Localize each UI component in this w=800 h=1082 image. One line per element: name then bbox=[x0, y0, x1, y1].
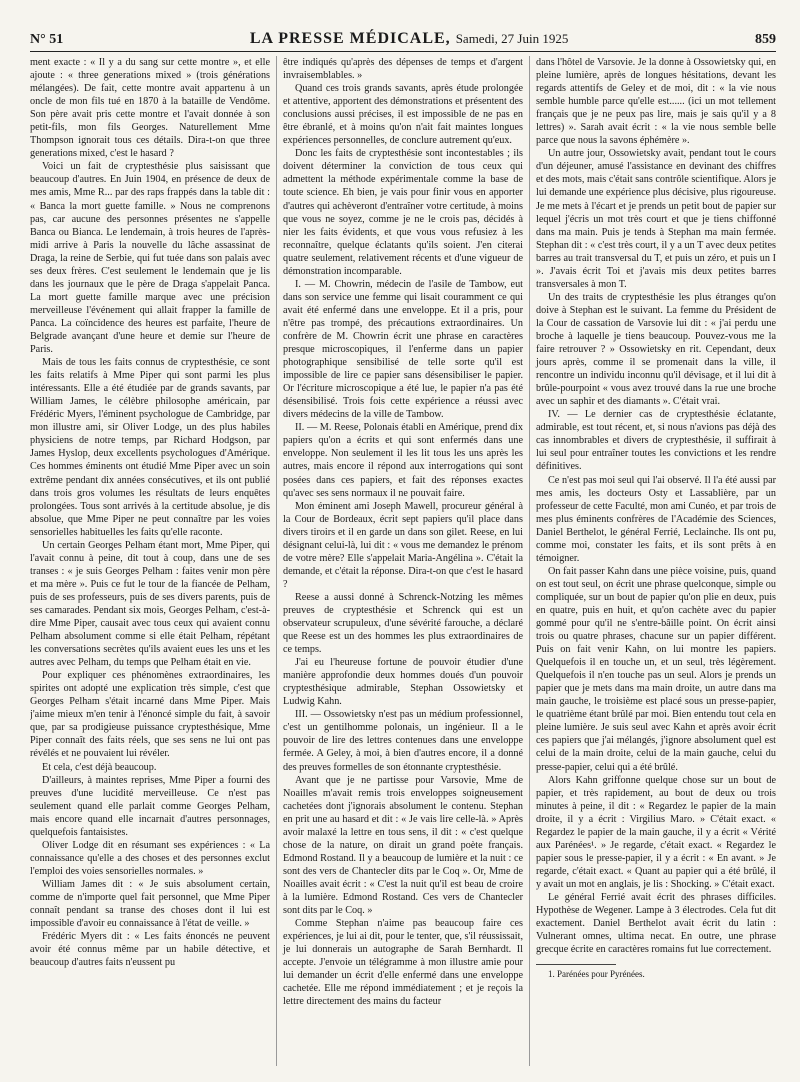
paragraph: Pour expliquer ces phénomènes extraordinaires, les spirites ont adopté une explication très simple, c'est que Georges Pelham s'était incarné dans Mme Piper. Mais j'aime mieux m'en tenir à l'énoncé simple du fait, à savoir que, par sa prodigieuse puissance cryptesthésique, Mme Piper connaît des faits réels, que ses sens ne lui ont pas révélés et ne pouvaient lui révéler. bbox=[30, 670, 270, 760]
paragraph: D'ailleurs, à maintes reprises, Mme Piper a fourni des preuves d'une lucidité merveilleuse. Ce n'est pas seulement quand elle parlait comme Georges Pelham, mais encore quand elle incarnait d'autres personnages, quelquefois fantaisistes. bbox=[30, 774, 270, 838]
paragraph: Alors Kahn griffonne quelque chose sur un bout de papier, et très rapidement, au bout de deux ou trois minutes à peine, il dit : « Regardez le papier de la main droite, il y a écrit : Virgilius Maro. » C'était exact. « Regardez le papier de la main gauche, il y a écrit « Vérité aux Parénées¹. » Je regarde, c'était exact. « Regardez le papier sous le presse-papier, il y a écrit : « En avant. » Je regarde, c'était exact. « Quant au papier qui a été brûlé, il y avait un mot en anglais, je lis : Shocking. » C'était exact. bbox=[536, 774, 776, 890]
header-rule bbox=[30, 51, 776, 52]
page-number: 859 bbox=[755, 32, 776, 47]
footnote: 1. Parénées pour Pyrénées. bbox=[548, 969, 645, 980]
paragraph: IV. — Le dernier cas de cryptesthésie éclatante, admirable, est tout récent, et, si nous n'avions pas déjà des cas innombrables et divers de cryptesthésie, il suffirait à lui seul pour entraîner toutes les convictions et les rendre définitives. bbox=[536, 409, 776, 473]
column-1 bbox=[30, 56, 276, 1066]
issue-number: N° 51 bbox=[30, 32, 64, 47]
paragraph: Un des traits de cryptesthésie les plus étranges qu'on doive à Stephan est le suivant. La femme du Président de la Cour de cassation de Varsovie lui dit : « j'ai perdu une broche à laquelle je tiens beaucoup. Pouvez-vous me la faire retrouver ? » Ossowietsky en rit. Cependant, deux jours après, comme il se promenait dans la ville, il rencontre un individu inconnu qu'il dévisage, et il lui dit à brûle-pourpoint « vous avez trouvé dans la rue une broche avec un saphir et des diamants ». C'était vrai. bbox=[536, 291, 776, 408]
paragraph: être indiqués qu'après des dépenses de temps et d'argent invraisemblables. » bbox=[283, 57, 523, 82]
footnote-rule bbox=[536, 964, 616, 965]
paragraph: Un autre jour, Ossowietsky avait, pendant tout le cours d'un déjeuner, amusé l'assistance en devinant des chiffres et des mots, mais c'était sans contrôle scientifique. Alors je lui demande une expérience plus décisive, plus rigoureuse. Je me mets à l'écart et je prends un petit bout de papier sur lequel j'écris un mot très court et que je tiens chiffonné dans ma main. Puis je tends à Stephan ma main fermée. Stephan dit : « c'est très court, il y a un T avec deux petites barres au trait transversal du T, et puis un zéro, et puis un I ». J'avais écrit Toi et j'avais mis deux petites barres transversales à mon T. bbox=[536, 148, 776, 290]
paragraph: Et cela, c'est déjà beaucoup. bbox=[42, 761, 157, 773]
paragraph: I. — M. Chowrin, médecin de l'asile de Tambow, eut dans son service une femme qui lisait couramment ce qui avait été enfermé dans une enveloppe. Et il a pris, pour n'être pas trompé, des précautions extraordinaires. Un confrère de M. Chowrin écrit une phrase en caractères presque microscopiques, il l'enferme dans un papier photographique sensibilisé de telle sorte qu'il est impossible de lire ce papier sans désensibiliser le papier. Or l'écriture microscopique a été lue, le papier n'a pas été désensibilisé. Trois fois cette expérience a réussi avec divers médecins de la ville de Tambow. bbox=[283, 278, 523, 421]
paragraph: Frédéric Myers dit : « Les faits énoncés ne peuvent avoir été connus même par un habile détective, et beaucoup d'autres faits n'eussent pu bbox=[30, 931, 270, 969]
paragraph: Reese a aussi donné à Schrenck-Notzing les mêmes preuves de cryptesthésie et Schrenck qui est un observateur scrupuleux, d'une sévérité farouche, a déclaré que Reese est un des hommes les plus extraordinaires de ce temps. bbox=[283, 591, 523, 656]
paragraph: Mon éminent ami Joseph Mawell, procureur général à la Cour de Bordeaux, écrit sept papiers qu'il place dans divers tiroirs et il en garde un dans son gilet. Reese, en lui désignant celui-là, lui dit : « vous me demandez le prénom de votre mère? Elle s'appelait Maria-Angélina ». C'était la demande, et c'était la réponse. Dira-t-on que c'est le hasard ? bbox=[283, 500, 523, 590]
paragraph: II. — M. Reese, Polonais établi en Amérique, prend dix papiers qu'on a écrits et qui sont enfermés dans une enveloppe. Non seulement il les lit tous les uns après les autres, mais encore il répond aux interrogations qui sont posées dans ces papiers, et fait des réponses exactes qu'avec ses sens normaux il ne pouvait faire. bbox=[283, 422, 523, 499]
column-2 bbox=[276, 56, 529, 1066]
paragraph: Comme Stephan n'aime pas beaucoup faire ces expériences, je lui ai dit, pour le tenter, que, s'il réussissait, je lui donnerais un autographe de Sarah Bernhardt. Il accepte. J'envoie un télégramme à mon illustre amie pour lui demander un écrit d'elle enfermé dans une enveloppe cachetée. Elle me répond immédiatement ; et je reçois la lettre directement des mains du facteur bbox=[283, 918, 523, 1008]
paragraph: William James dit : « Je suis absolument certain, comme de n'importe quel fait personnel, que Mme Piper connaît pendant sa transe des choses dont il lui est impossible d'avoir eu connaissance à l'état de veille. » bbox=[30, 878, 270, 930]
paragraph: Mais de tous les faits connus de cryptesthésie, ce sont les faits relatifs à Mme Piper qui sont parmi les plus intéressants. Elle a été étudiée par de grands savants, par William James, le célèbre philosophe américain, par Frédéric Myers, l'éminent psychologue de Cambridge, par mon illustre ami, sir Oliver Lodge, un des plus habiles physiciens de notre temps, par Richard Hodgson, par James Hyslop, deux excellents psychologues d'Amérique. Ces hommes éminents ont étudié Mme Piper avec un soin extrême pendant dix années consécutives, et ils ont publié dans trois gros volumes les résultats de leurs enquêtes prolongées. Tous sont arrivés à la certitude absolue, je dis absolue, que Mme Piper ne peut connaître par les voies sensorielles habituelles les faits qu'elle raconte. bbox=[30, 357, 270, 538]
paragraph: dans l'hôtel de Varsovie. Je la donne à Ossowietsky qui, en pleine lumière, après de longues hésitations, devant les regards attentifs de Geley et de moi, dit : « la vie nous semble humble parce qu'elle est...... (ici un mot tellement français que je ne peux pas lire, mais je sais qu'il y a 8 lettres) ». Sarah avait écrit : « la vie nous semble belle parce que nous la savons éphémère ». bbox=[536, 57, 776, 147]
column-3 bbox=[529, 56, 776, 1066]
paragraph: III. — Ossowietsky n'est pas un médium professionnel, c'est un gentilhomme polonais, un ingénieur. Il a le pouvoir de lire des lettres contenues dans une enveloppe fermée. A Geley, à moi, à bien d'autres encore, il a donné des preuves formelles de son étonnante cryptesthésie. bbox=[283, 709, 523, 773]
paragraph: J'ai eu l'heureuse fortune de pouvoir étudier d'une manière approfondie deux hommes doués d'un pouvoir cryptesthésique admirable, Stephan Ossowietsky et Ludwig Kahn. bbox=[283, 657, 523, 708]
running-head bbox=[30, 30, 776, 48]
paragraph: On fait passer Kahn dans une pièce voisine, puis, quand on est tout seul, on écrit une phrase quelconque, simple ou compliquée, sur un bout de papier qu'on plie en deux, puis en quatre, puis en huit, et qu'on cachète avec du papier gommé pour qu'il ne s'entre-bâille point. On écrit ainsi trois ou quatre phrases, chacune sur un papier différent. Puis on fait venir Kahn, on lui montre les papiers. Quelquefois il en touche un, et un seul, très légèrement. Quelquefois il n'en touche pas un seul. Alors je prends un papier que je mets dans ma main droite, un autre dans ma main gauche, le troisième est placé sous un presse-papier, le quatrième étant brûlé par moi. Bien entendu tout cela en pleine lumière. Je suis seul avec Kahn et après avoir écrit ces papiers que j'ai mélangés, j'ignore absolument quel est celui de la main droite, celui de la main gauche, celui du presse-papier, celui qui a été brûlé. bbox=[536, 565, 776, 773]
journal-title: LA PRESSE MÉDICALE, bbox=[249, 30, 451, 47]
paragraph: Voici un fait de cryptesthésie plus saisissant que beaucoup d'autres. En Juin 1904, en présence de deux de mes amis, Mme R... par des raps frappés dans la table dit : « Banca la mort guette famille. » Nous ne comprenons pas, car aucune des personnes présentes ne s'appelle Banca ou Bianca. Le lendemain, à trois heures de l'après-midi arrive à Paris la nouvelle du lâche assassinat de Draga, la reine de Serbie, qui fut tuée dans son palais avec ses deux frères. C'est seulement le lendemain que je lis dans les journaux que le père de Draga s'appelait Panca. La mort guette famille marque avec une précision merveilleuse l'événement qui allait frapper la famille de Panca. La coïncidence des heures est parfaite, l'heure de Belgrade avançant d'une heure et demie sur l'heure de Paris. bbox=[30, 161, 270, 356]
paragraph: Oliver Lodge dit en résumant ses expériences : « La connaissance qu'elle a des choses et des personnes exclut l'emploi des voies sensorielles normales. » bbox=[30, 839, 270, 877]
issue-date: Samedi, 27 Juin 1925 bbox=[455, 31, 569, 46]
paragraph: ment exacte : « Il y a du sang sur cette montre », et elle ajoute : « three generations mixed » (trois générations mélangées). De fait, cette montre avait appartenu à un oncle de mon fils tué en 1870 à la bataille de Vendôme. Son père avait pris cette montre et l'avait donnée à son petit-fils, mon fils Georges. Naturellement Mme Thompson ignorait tous ces détails. Dira-t-on que three generations mixed, c'est le hasard ? bbox=[30, 57, 270, 160]
paragraph: Quand ces trois grands savants, après étude prolongée et attentive, apportent des démonstrations et présentent des conclusions aussi précises, il est impossible de ne pas en être ébranlé, et à moins qu'on n'ait fait maintes longues expériences personnelles, de conclure autrement qu'eux. bbox=[283, 83, 523, 147]
paragraph: Avant que je ne partisse pour Varsovie, Mme de Noailles m'avait remis trois enveloppes soigneusement cachetées dont j'ignorais absolument le contenu. Stephan en prit une au hasard et dit : « Je vais lire celle-là. » Après avoir malaxé la lettre en tous sens, il dit : « c'est quelque chose de la nature, on dirait un grand poète français. Edmond Rostand. Il y a beaucoup de lumière et la nuit : ce sont des vers de Chantecler dits par le Coq ». Or, Mme de Noailles avait écrit : « C'est la nuit qu'il est beau de croire à la lumière. Edmond Rostand. Ces vers de Chantecler sont dits par le Coq. » bbox=[283, 774, 523, 917]
paragraph: Le général Ferrié avait écrit des phrases difficiles. Hypothèse de Wegener. Lampe à 3 électrodes. Cela fut dit exactement. Daniel Berthelot avait écrit du latin : Vulnerant omnes, ultima necat. En outre, une phrase grecque écrite en caractères romains fut lue correctement. bbox=[536, 892, 776, 956]
paragraph: Un certain Georges Pelham étant mort, Mme Piper, qui l'avait connu à peine, dit tout à coup, dans une de ses transes : « je suis Georges Pelham : faites venir mon père et ma mère ». Puis ce fut le tour de la fiancée de Pelham, puis de ses professeurs, puis de ses divers parents, puis de ses camarades. Pendant six mois, Georges Pelham, c'est-à-dire Mme Piper, causait avec tous ceux qui avaient connu Pelham absolument comme si elle était Pelham, répétant les conversations secrètes qu'ils avaient eues les uns et les autres avec Pelham, du temps que Pelham était en vie. bbox=[30, 539, 270, 669]
journal-title-line bbox=[250, 30, 569, 48]
paragraph: Donc les faits de cryptesthésie sont incontestables ; ils doivent déterminer la conviction de tous ceux qui admettent la méthode expérimentale comme la base de toute science. Eh bien, je vais pour finir vous en apporter d'autres qui achèveront d'entraîner votre certitude, à moins que vous ne soyez, comme je ne le crois pas, décidés à nier les faits évidents, et que vous vous refusiez à les reconnaître, quelque éclatants qu'ils soient. J'en citerai quatre seulement, relativement récents et d'une vigueur de démonstration incomparable. bbox=[283, 148, 523, 277]
paragraph: Ce n'est pas moi seul qui l'ai observé. Il l'a été aussi par mes amis, les docteurs Osty et Lassablière, par un professeur de cette Faculté, mon ami Cunéo, et par trois de mes plus éminents confrères de l'Académie des Sciences, Daniel Berthelot, le général Ferrié, Leclainche. Ils ont pu, comme moi, constater les faits, et ils sont prêts à en témoigner. bbox=[536, 474, 776, 564]
article-columns bbox=[30, 56, 776, 1066]
